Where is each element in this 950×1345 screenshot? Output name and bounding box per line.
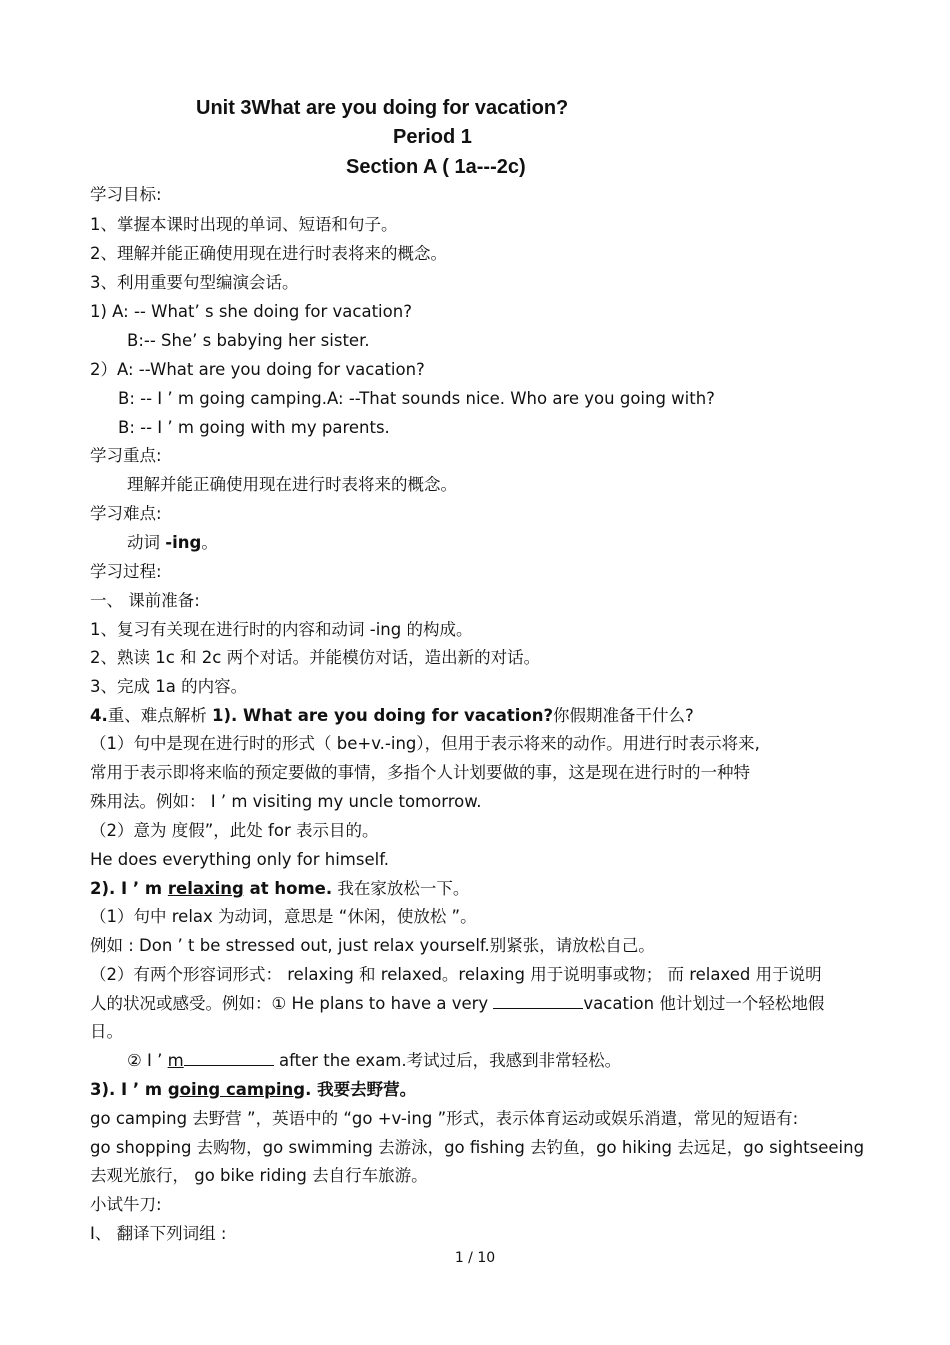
dialog1-a: 1) A: -- What’ s she doing for vacation? (90, 302, 412, 321)
point2-example: 例如 : Don ’ t be stressed out, just relax yourself.别紧张，请放松自己。 (90, 936, 655, 955)
objectives-heading: 学习目标: (90, 185, 162, 204)
practice-heading: 小试牛刀: (90, 1195, 162, 1214)
point3-line2: go shopping 去购物，go swimming 去游泳，go fishing 去钓鱼，go hiking 去远足，go sightseeing (90, 1138, 865, 1157)
objective-3: 3、利用重要句型编演会话。 (90, 273, 299, 292)
key-points-text: 理解并能正确使用现在进行时表将来的概念。 (127, 475, 457, 494)
difficulty-text: 动词 -ing。 (127, 533, 218, 552)
doc-period: Period 1 (393, 126, 472, 148)
point3-line1: go camping 去野营 ”，英语中的 “go +v-ing ”形式，表示体育运动或娱乐消遣，常见的短语有: (90, 1109, 799, 1128)
analysis-p2: （2）意为 度假”，此处 for 表示目的。 (90, 821, 379, 840)
point2-p2-line3: 日。 (90, 1022, 123, 1041)
prep-item-3: 3、完成 1a 的内容。 (90, 677, 248, 696)
point2-example2: ② I ’ m after the exam.考试过后，我感到非常轻松。 (127, 1051, 622, 1070)
point2-heading: 2). I ’ m relaxing at home. 我在家放松一下。 (90, 879, 470, 898)
dialog2-b: B: -- I ’ m going camping.A: --That sounds nice. Who are you going with? (118, 389, 715, 408)
key-points-heading: 学习重点: (90, 446, 162, 465)
prep-heading: 一、 课前准备: (90, 591, 200, 610)
objective-1: 1、掌握本课时出现的单词、短语和句子。 (90, 215, 398, 234)
prep-item-1: 1、复习有关现在进行时的内容和动词 -ing 的构成。 (90, 620, 473, 639)
prep-item-2: 2、熟读 1c 和 2c 两个对话。并能模仿对话，造出新的对话。 (90, 648, 541, 667)
dialog1-b: B:-- She’ s babying her sister. (127, 331, 370, 350)
analysis-p1-line1: （1）句中是现在进行时的形式（ be+v.-ing），但用于表示将来的动作。用进行时表示将来, (90, 734, 760, 753)
practice-item-1: Ⅰ、 翻译下列词组 : (90, 1224, 227, 1243)
point3-line3: 去观光旅行， go bike riding 去自行车旅游。 (90, 1166, 428, 1185)
dialog2-a: 2）A: --What are you doing for vacation? (90, 360, 425, 379)
process-heading: 学习过程: (90, 562, 162, 581)
fill-blank-2 (184, 1051, 274, 1066)
dialog2-c: B: -- I ’ m going with my parents. (118, 418, 390, 437)
point2-p2-line1: （2）有两个形容词形式： relaxing 和 relaxed。relaxing 用于说明事或物； 而 relaxed 用于说明 (90, 965, 822, 984)
fill-blank-1 (493, 994, 583, 1009)
doc-title: Unit 3What are you doing for vacation? (196, 97, 569, 119)
analysis-p2-example: He does everything only for himself. (90, 850, 390, 869)
objective-2: 2、理解并能正确使用现在进行时表将来的概念。 (90, 244, 447, 263)
analysis-p1-line3: 殊用法。例如： I ’ m visiting my uncle tomorrow. (90, 792, 482, 811)
difficulty-heading: 学习难点: (90, 504, 162, 523)
page-number: 1 / 10 (454, 1250, 496, 1266)
point2-p1: （1）句中 relax 为动词，意思是 “休闲，使放松 ”。 (90, 907, 477, 926)
point2-p2-line2: 人的状况或感受。例如：① He plans to have a very vacation 他计划过一个轻松地假 (90, 994, 825, 1013)
analysis-p1-line2: 常用于表示即将来临的预定要做的事情，多指个人计划要做的事，这是现在进行时的一种特 (90, 763, 750, 782)
analysis-heading: 4.重、难点解析 1). What are you doing for vacation?你假期准备干什么? (90, 706, 694, 725)
doc-section: Section A ( 1a---2c) (346, 156, 526, 178)
point3-heading: 3). I ’ m going camping. 我要去野营。 (90, 1080, 417, 1099)
